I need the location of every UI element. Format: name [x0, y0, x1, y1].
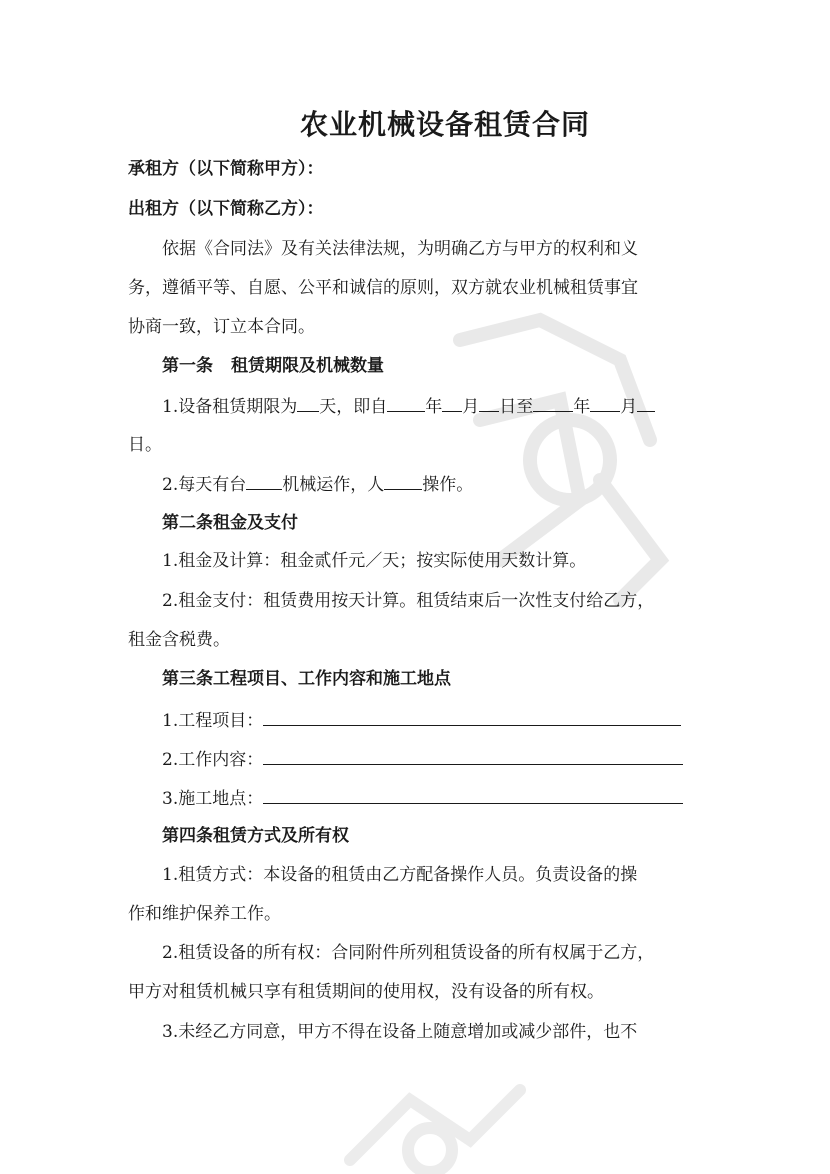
blank-field	[637, 395, 655, 412]
field-label: 2.工作内容：	[162, 750, 264, 770]
article1-item1-end: 日。	[128, 435, 162, 455]
blank-field	[590, 395, 620, 412]
article1-heading	[162, 355, 742, 377]
blank-field	[246, 473, 282, 490]
article1-number: 第一条	[162, 356, 213, 376]
article3-item1	[162, 708, 742, 732]
article3-item2	[162, 747, 742, 771]
party-a-label: 承租方（以下简称甲方）：	[128, 159, 324, 179]
article3-heading: 第三条工程项目、工作内容和施工地点	[162, 669, 451, 689]
blank-field	[442, 395, 462, 412]
text-segment: 月	[620, 397, 638, 417]
text-segment: 2.每天有台	[162, 475, 247, 495]
article2-item2-cont: 租金含税费。	[128, 630, 230, 650]
article4-heading: 第四条租赁方式及所有权	[162, 826, 349, 846]
text-segment: 月	[462, 397, 480, 417]
blank-field	[533, 395, 573, 412]
text-segment: 1.设备租赁期限为	[162, 397, 298, 417]
blank-field	[387, 395, 425, 412]
text-segment: 操作。	[422, 475, 474, 495]
article4-item2: 2.租赁设备的所有权：合同附件所列租赁设备的所有权属于乙方，	[162, 943, 655, 963]
article1-item1	[162, 395, 742, 418]
page-title: 农业机械设备租赁合同	[299, 108, 590, 141]
article2-item1: 1.租金及计算：租金贰仟元／天；按实际使用天数计算。	[162, 551, 587, 571]
text-segment: 年	[573, 397, 591, 417]
preamble-line: 协商一致，订立本合同。	[128, 317, 315, 337]
article4-item2-cont: 甲方对租赁机械只享有租赁期间的使用权，没有设备的所有权。	[128, 982, 604, 1002]
text-segment: 日至	[499, 397, 534, 417]
blank-field	[384, 473, 422, 490]
text-segment: 天，即自	[319, 397, 388, 417]
article1-title: 租赁期限及机械数量	[231, 356, 384, 376]
blank-field	[297, 395, 319, 412]
party-b-label: 出租方（以下简称乙方）：	[128, 199, 324, 219]
project-field	[263, 708, 681, 726]
article4-item3: 3.未经乙方同意，甲方不得在设备上随意增加或减少部件，也不	[162, 1022, 638, 1042]
site-location-field	[263, 786, 683, 804]
preamble-line: 务，遵循平等、自愿、公平和诚信的原则，双方就农业机械租赁事宜	[128, 278, 638, 298]
article1-item2	[162, 473, 742, 496]
work-content-field	[263, 747, 683, 765]
article2-item2: 2.租金支付：租赁费用按天计算。租赁结束后一次性支付给乙方，	[162, 591, 655, 611]
watermark-icon	[420, 300, 700, 620]
field-label: 1.工程项目：	[162, 711, 264, 731]
watermark-icon	[330, 1070, 530, 1174]
article4-item1: 1.租赁方式：本设备的租赁由乙方配备操作人员。负责设备的操	[162, 865, 638, 885]
article3-item3	[162, 786, 742, 810]
blank-field	[479, 395, 499, 412]
article2-heading: 第二条租金及支付	[162, 513, 298, 533]
text-segment: 机械运作，人	[282, 475, 385, 495]
preamble-line: 依据《合同法》及有关法律法规，为明确乙方与甲方的权利和义	[162, 239, 638, 259]
text-segment: 年	[425, 397, 443, 417]
field-label: 3.施工地点：	[162, 789, 264, 809]
article4-item1-cont: 作和维护保养工作。	[128, 904, 281, 924]
